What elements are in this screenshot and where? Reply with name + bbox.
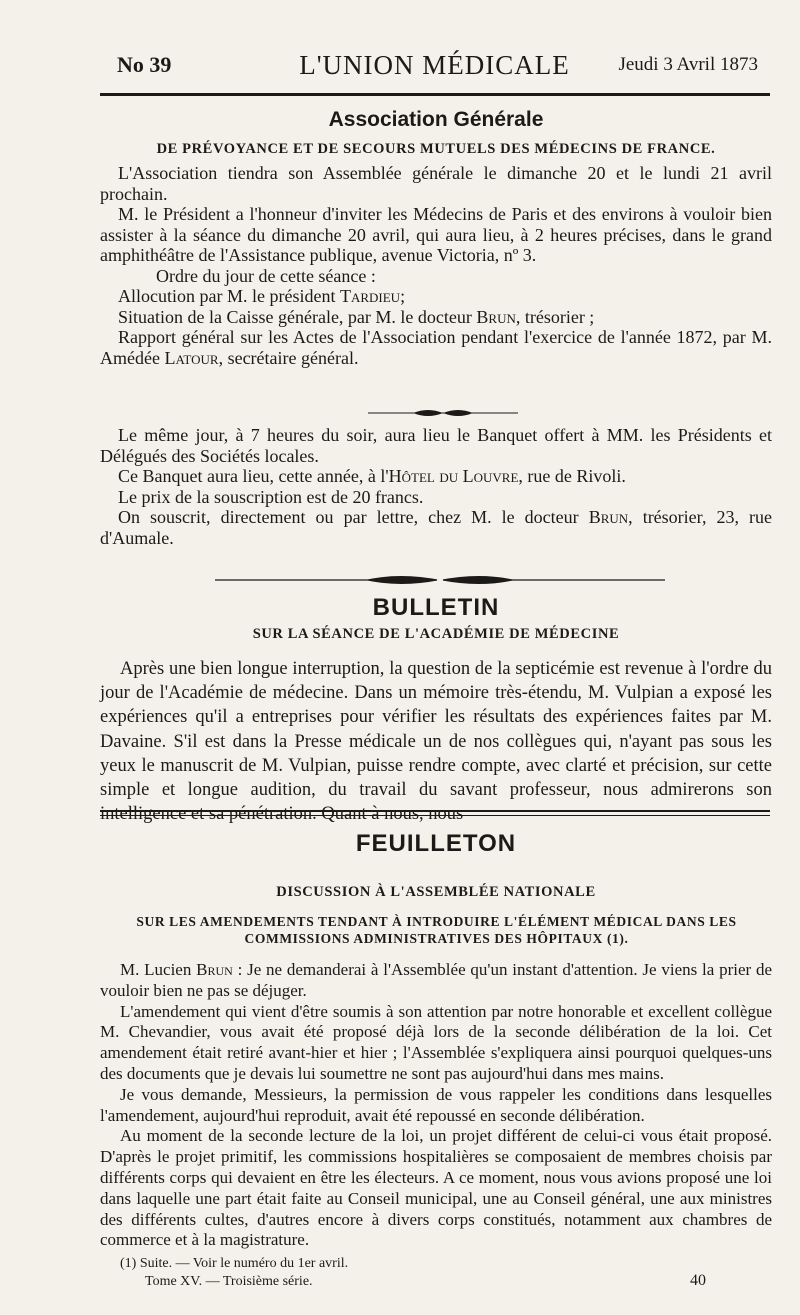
association-title: Association Générale xyxy=(328,108,544,131)
banquet-paragraph: On souscrit, directement ou par lettre, chez M. le docteur Brun, trésorier, 23, rue d'Aumale. xyxy=(100,507,772,548)
large-ornament-divider xyxy=(215,572,665,588)
feuilleton-subtitle: DISCUSSION À L'ASSEMBLÉE NATIONALE xyxy=(276,884,596,900)
journal-title: L'UNION MÉDICALE xyxy=(299,50,570,80)
feuilleton-text xyxy=(100,960,772,1251)
feuilleton-paragraph: Je vous demande, Messieurs, la permission de vous rappeler les conditions dans lesquelles l'amendement, aujourd'hui reproduit, avait été repoussé en seconde délibération. xyxy=(100,1084,772,1125)
bulletin-text xyxy=(100,657,772,826)
header-rule xyxy=(100,93,770,96)
association-notice xyxy=(100,163,772,368)
bulletin-title: BULLETIN xyxy=(372,594,500,621)
page-header xyxy=(105,46,764,86)
feuilleton-paragraph: Au moment de la seconde lecture de la loi, un projet différent de celui-ci vous était proposé. D'après le projet primitif, les commissions hospitalières se composaient de membres choisis par différents corps qui devaient en être les électeurs. A ce moment, nous vous avions proposé une loi dans laquelle une part était faite au Conseil municipal, une au Conseil général, une aux ministres des différents cultes, d'autres encore à divers corps constitués, notamment aux chambres de commerce et à la magistrature. xyxy=(100,1126,772,1250)
association-subtitle: DE PRÉVOYANCE ET DE SECOURS MUTUELS DES MÉDECINS DE FRANCE. xyxy=(156,141,716,157)
agenda-item: Situation de la Caisse générale, par M. le docteur Brun, trésorier ; xyxy=(118,306,595,327)
feuilleton-subtitle-detail: SUR LES AMENDEMENTS TENDANT À INTRODUIRE L'ÉLÉMENT MÉDICAL DANS LES COMMISSIONS ADMINISTRATIVES DES HÔPITAUX (1). xyxy=(136,914,737,946)
feuilleton-title: FEUILLETON xyxy=(355,830,517,857)
feuilleton-paragraph: L'amendement qui vient d'être soumis à son attention par notre honorable et excellent collègue M. Chevandier, vous avait été proposé déjà lors de la seconde délibération de la loi. Cet amendement était retiré avant-hier et hier ; l'Assemblée s'expliquera ainsi pourquoi quelques-uns des documents que je devais lui soumettre ne sont pas aujourd'hui dans mes mains. xyxy=(100,1001,772,1083)
agenda-item: Allocution par M. le président Tardieu; xyxy=(118,286,406,306)
footer-tome: Tome XV. — Troisième série. xyxy=(145,1274,313,1289)
banquet-paragraph: Le même jour, à 7 heures du soir, aura lieu le Banquet offert à MM. les Présidents et Délégués des Sociétés locales. xyxy=(100,425,772,466)
feuilleton-rule-top xyxy=(100,810,770,812)
banquet-paragraph: Ce Banquet aura lieu, cette année, à l'Hôtel du Louvre, rue de Rivoli. xyxy=(118,466,626,486)
banquet-notice xyxy=(100,425,772,548)
bulletin-paragraph: Après une bien longue interruption, la question de la septicémie est revenue à l'ordre du jour de l'Académie de médecine. Dans un mémoire très-étendu, M. Vulpian a exposé les expériences qu'il a entreprises pour vérifier les résultats des expériences faites par M. Davaine. S'il est dans la Presse médicale un de nos collègues qui, n'ayant pas sous les yeux le manuscrit de M. Vulpian, puisse rendre compte, avec clarté et précision, sur cette simple et longue audition, du travail du savant professeur, nous admirerons son intelligence et sa pénétration. Quant à nous, nous xyxy=(100,659,772,825)
footnote: (1) Suite. — Voir le numéro du 1er avril. xyxy=(120,1256,349,1271)
agenda-item: Rapport général sur les Actes de l'Association pendant l'exercice de l'année 1872, par M. Amédée Latour, secrétaire général. xyxy=(100,327,772,368)
issue-number: No 39 xyxy=(117,52,172,77)
association-paragraph: M. le Président a l'honneur d'inviter les Médecins de Paris et des environs à vouloir bien assister à la séance du dimanche 20 avril, qui aura lieu, à 2 heures précises, dans le grand amphithéâtre de l'Assistance publique, avenue Victoria, nº 3. xyxy=(100,204,772,265)
feuilleton-rule-bottom xyxy=(100,815,770,816)
association-paragraph: L'Association tiendra son Assemblée générale le dimanche 20 et le lundi 21 avril prochain. xyxy=(100,163,772,204)
feuilleton-paragraph: M. Lucien Brun : Je ne demanderai à l'Assemblée qu'un instant d'attention. Je viens la prier de vouloir bien ne pas se déjuger. xyxy=(100,960,772,1000)
bulletin-subtitle: SUR LA SÉANCE DE L'ACADÉMIE DE MÉDECINE xyxy=(252,626,620,642)
order-of-day-title: Ordre du jour de cette séance : xyxy=(156,265,376,286)
banquet-paragraph: Le prix de la souscription est de 20 francs. xyxy=(118,486,424,507)
small-ornament-divider xyxy=(368,407,518,419)
issue-date: Jeudi 3 Avril 1873 xyxy=(618,54,758,75)
page-number: 40 xyxy=(690,1272,706,1289)
